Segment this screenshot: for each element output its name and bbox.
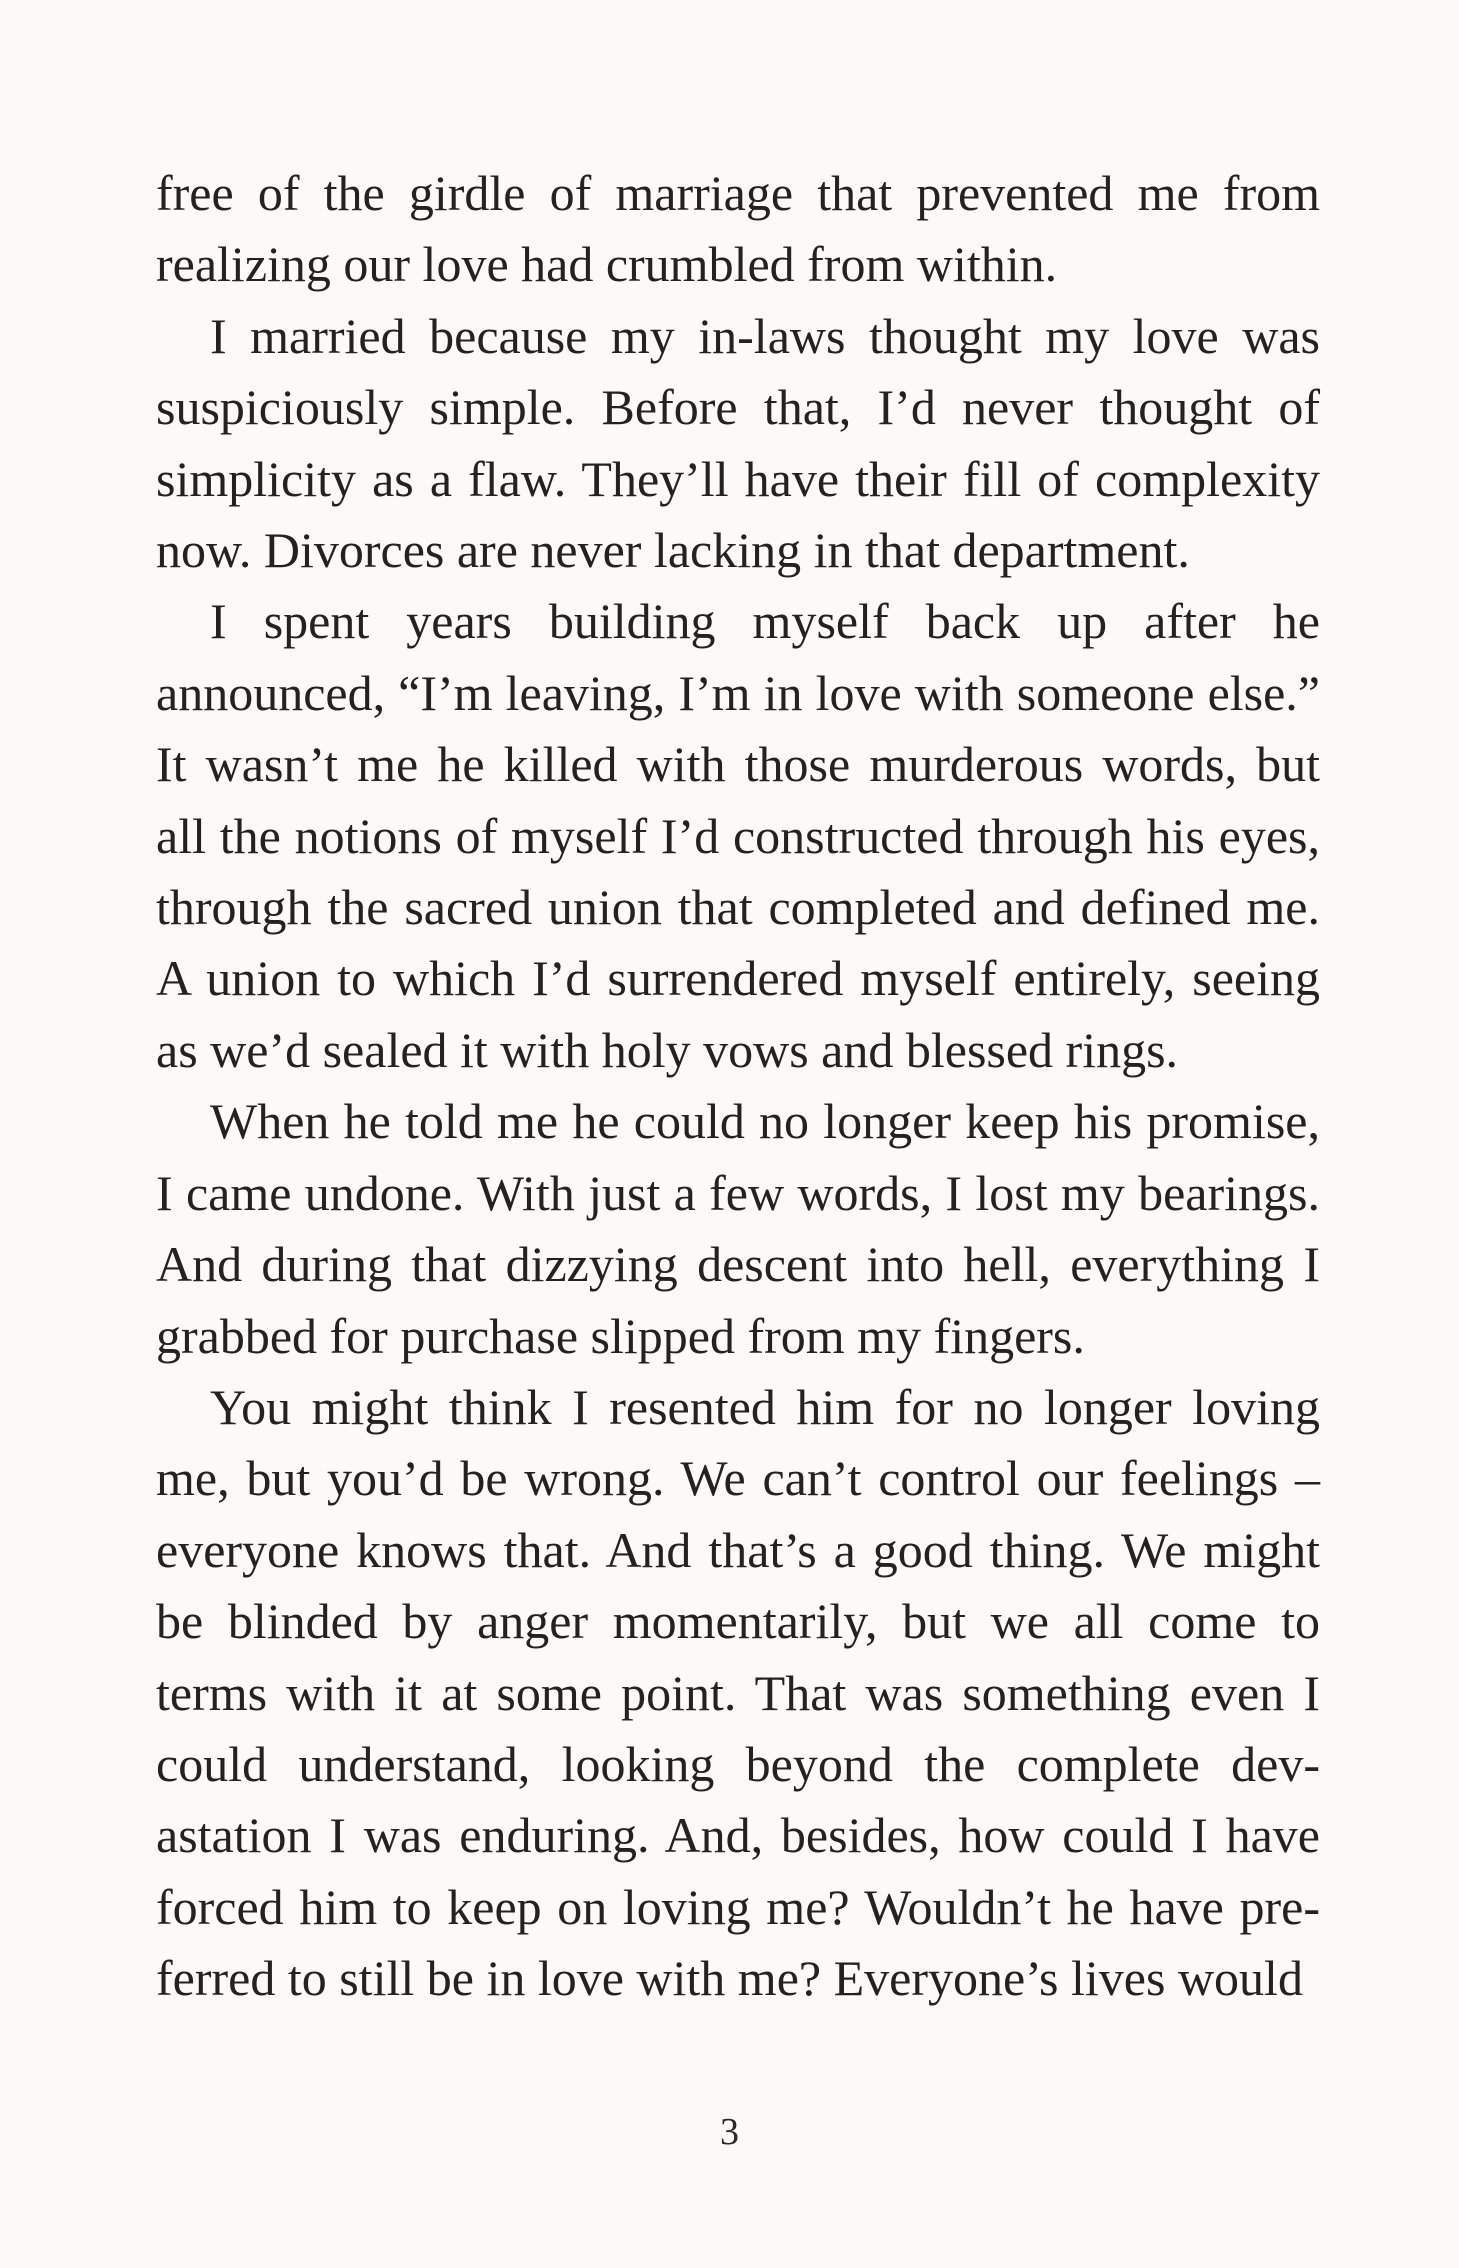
paragraph-in-laws: I married because my in-laws thought my love was suspiciously simple. Before that, I’d never thought of simplicity as a flaw. They’ll have their fill of complexity now. Divorces are never lacking in that department. xyxy=(156,307,1320,579)
page-number: 3 xyxy=(720,2111,739,2153)
paragraph-continuation: free of the girdle of marriage that prevented me from realizing our love had crumbled from within. xyxy=(156,165,1320,293)
paragraph-undone: When he told me he could no longer keep his promise, I came undone. With just a few words, I lost my bearings. And during that dizzying descent into hell, everything I grabbed for purchase slipped from my fingers. xyxy=(156,1093,1320,1364)
paragraph-rebuilding: I spent years building myself back up after he announced, “I’m leaving, I’m in love with someone else.” It wasn’t me he killed with those murderous words, but all the notions of myself I’d constructed through his eyes, through the sacred union that completed and defined me. A union to which I’d surrendered myself entirely, seeing as we’d sealed it with holy vows and blessed rings. xyxy=(156,593,1320,1078)
body-text xyxy=(156,158,1320,2015)
paragraph-resentment: You might think I resented him for no longer loving me, but you’d be wrong. We can’t control our feelings – everyone knows that. And that’s a good thing. We might be blinded by anger momentarily, but we all come to terms with it at some point. That was something even I could understand, looking beyond the complete devastation I was enduring. And, besides, how could I have forced him to keep on loving me? Wouldn’t he have preferred to still be in love with me? Everyone’s lives would xyxy=(156,1378,1320,2007)
